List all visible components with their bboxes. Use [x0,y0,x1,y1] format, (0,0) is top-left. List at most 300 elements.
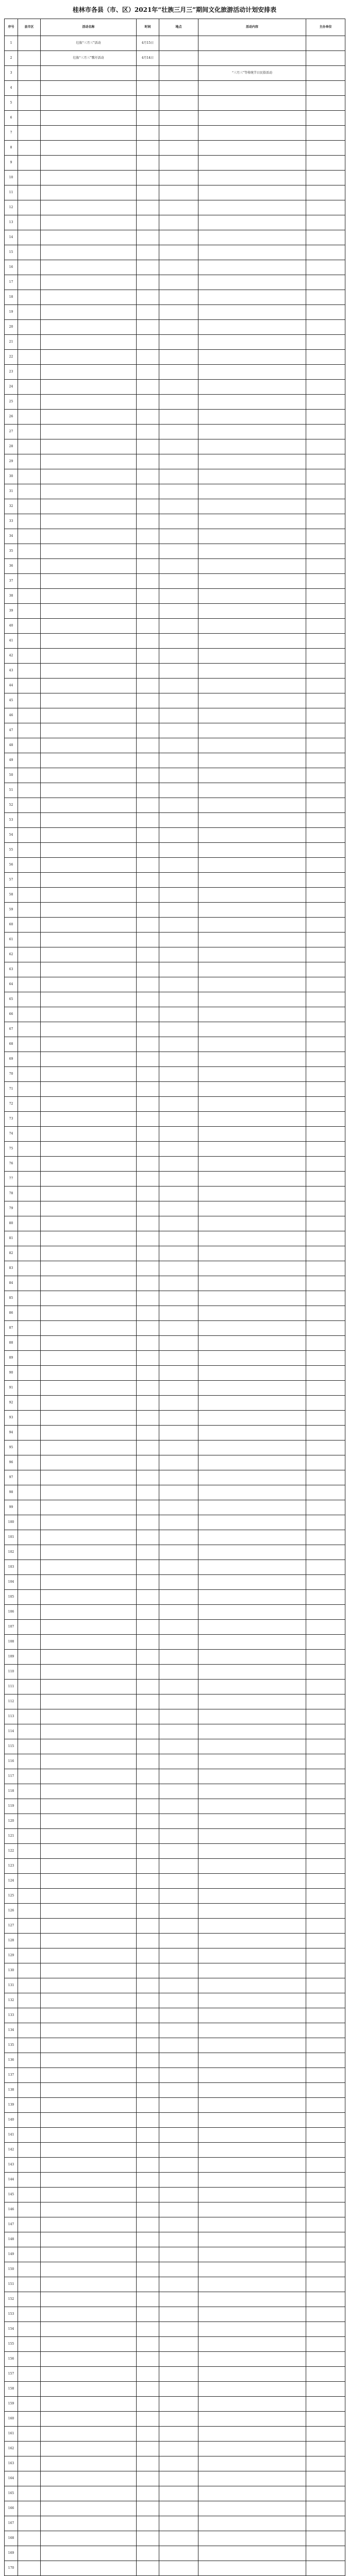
cell-no: 129 [5,1948,18,1963]
cell-activity-name [41,1993,137,2008]
cell-activity-name [41,499,137,514]
cell-county [18,1694,41,1709]
cell-place [159,1948,198,1963]
cell-activity-name [41,634,137,649]
cell-place [159,529,198,544]
cell-time [137,1336,159,1351]
table-row [5,529,345,544]
cell-county [18,679,41,693]
cell-no: 110 [5,1665,18,1680]
table-row [5,2113,345,2128]
cell-content [198,2113,306,2128]
cell-activity-name [41,290,137,305]
cell-place [159,484,198,499]
cell-place [159,215,198,230]
table-row [5,559,345,574]
cell-no: 160 [5,2412,18,2427]
cell-time [137,1605,159,1620]
cell-no: 124 [5,1874,18,1889]
cell-host [306,1904,345,1919]
cell-activity-name [41,410,137,425]
table-row [5,1261,345,1276]
cell-place [159,873,198,888]
cell-content [198,2202,306,2217]
cell-activity-name [41,1127,137,1142]
cell-activity-name [41,275,137,290]
table-row [5,36,345,51]
cell-time [137,1680,159,1694]
cell-time [137,1515,159,1530]
cell-host [306,2471,345,2486]
cell-no: 142 [5,2143,18,2158]
cell-activity-name [41,200,137,215]
table-row [5,1754,345,1769]
cell-time [137,1694,159,1709]
cell-no: 28 [5,439,18,454]
cell-host [306,2516,345,2531]
cell-activity-name [41,1351,137,1366]
cell-place [159,2352,198,2367]
cell-host [306,2217,345,2232]
cell-content [198,1784,306,1799]
cell-content [198,2188,306,2202]
cell-no: 163 [5,2456,18,2471]
cell-activity-name [41,1635,137,1650]
cell-no: 150 [5,2262,18,2277]
cell-place [159,664,198,679]
cell-activity-name [41,2442,137,2456]
table-row [5,96,345,111]
cell-place [159,350,198,365]
cell-activity-name [41,1814,137,1829]
cell-content [198,1351,306,1366]
cell-county [18,1680,41,1694]
cell-place [159,2367,198,2382]
cell-host [306,1007,345,1022]
table-row [5,918,345,933]
cell-time [137,918,159,933]
table-row [5,544,345,559]
cell-time [137,1470,159,1485]
cell-content [198,1381,306,1396]
cell-place [159,454,198,469]
cell-content [198,320,306,335]
cell-place [159,1784,198,1799]
cell-activity-name [41,320,137,335]
cell-time [137,380,159,395]
cell-host [306,66,345,81]
cell-host [306,828,345,843]
cell-activity-name [41,2098,137,2113]
cell-place [159,156,198,171]
cell-no: 30 [5,469,18,484]
table-row [5,1963,345,1978]
table-row [5,1216,345,1231]
table-row [5,1351,345,1366]
cell-activity-name [41,888,137,903]
cell-place [159,604,198,619]
cell-place [159,1500,198,1515]
table-row [5,171,345,185]
cell-activity-name [41,1082,137,1097]
cell-county [18,365,41,380]
cell-county [18,454,41,469]
table-row [5,2516,345,2531]
cell-host [306,1455,345,1470]
cell-host [306,2382,345,2397]
cell-activity-name [41,2322,137,2337]
cell-no: 11 [5,185,18,200]
table-row [5,753,345,768]
cell-place [159,469,198,484]
cell-no: 100 [5,1515,18,1530]
cell-activity-name [41,1560,137,1575]
cell-host [306,425,345,439]
cell-time [137,1948,159,1963]
cell-activity-name [41,843,137,858]
cell-county [18,2322,41,2337]
cell-activity-name [41,1052,137,1067]
cell-host [306,1321,345,1336]
cell-place [159,1142,198,1157]
cell-county [18,350,41,365]
cell-content [198,1874,306,1889]
cell-host [306,1112,345,1127]
cell-place [159,2322,198,2337]
table-row [5,2412,345,2427]
table-row [5,604,345,619]
cell-county [18,828,41,843]
cell-county [18,723,41,738]
table-row [5,783,345,798]
cell-host [306,2561,345,2576]
cell-host [306,380,345,395]
cell-county [18,1500,41,1515]
cell-host [306,798,345,813]
cell-no: 128 [5,1934,18,1948]
cell-activity-name [41,1934,137,1948]
cell-content [198,619,306,634]
cell-place [159,275,198,290]
cell-place [159,634,198,649]
cell-place [159,2262,198,2277]
cell-activity-name [41,2143,137,2158]
cell-county [18,1187,41,1201]
cell-county [18,619,41,634]
cell-time [137,574,159,589]
cell-county [18,2516,41,2531]
cell-no: 25 [5,395,18,410]
table-row [5,1709,345,1724]
cell-content [198,1889,306,1904]
cell-county [18,1097,41,1112]
cell-time [137,2456,159,2471]
cell-place [159,2083,198,2098]
cell-no: 49 [5,753,18,768]
cell-host [306,1590,345,1605]
cell-no: 26 [5,410,18,425]
cell-time [137,1381,159,1396]
cell-place [159,96,198,111]
cell-activity-name [41,619,137,634]
cell-time [137,1127,159,1142]
cell-content [198,843,306,858]
cell-time [137,1022,159,1037]
cell-host [306,873,345,888]
cell-no: 116 [5,1754,18,1769]
cell-county [18,290,41,305]
cell-host [306,2083,345,2098]
cell-host [306,2247,345,2262]
table-row [5,2471,345,2486]
cell-time [137,2546,159,2561]
cell-content [198,1037,306,1052]
cell-county [18,395,41,410]
cell-place [159,708,198,723]
cell-no: 12 [5,200,18,215]
table-row [5,723,345,738]
cell-activity-name [41,962,137,977]
cell-activity-name [41,589,137,604]
cell-county [18,1022,41,1037]
table-row [5,2158,345,2173]
cell-time [137,2008,159,2023]
cell-content [198,1022,306,1037]
cell-host [306,1172,345,1187]
cell-time [137,1216,159,1231]
cell-no: 17 [5,275,18,290]
cell-county [18,1799,41,1814]
cell-time [137,2531,159,2546]
cell-host [306,544,345,559]
table-row [5,1336,345,1351]
cell-county [18,2382,41,2397]
cell-time [137,1455,159,1470]
cell-activity-name [41,1919,137,1934]
cell-county [18,2442,41,2456]
cell-content [198,1739,306,1754]
cell-no: 152 [5,2292,18,2307]
cell-place [159,753,198,768]
cell-no: 79 [5,1201,18,1216]
cell-time [137,1993,159,2008]
cell-host [306,1485,345,1500]
cell-county [18,1411,41,1426]
cell-content [198,1978,306,1993]
cell-place [159,2113,198,2128]
cell-host [306,111,345,126]
cell-time [137,514,159,529]
cell-content [198,200,306,215]
cell-place [159,1426,198,1440]
cell-place [159,230,198,245]
cell-host [306,260,345,275]
table-row [5,813,345,828]
cell-county [18,1650,41,1665]
cell-time [137,1874,159,1889]
cell-activity-name [41,126,137,141]
cell-host [306,1157,345,1172]
cell-place [159,2442,198,2456]
cell-content [198,2412,306,2427]
cell-county [18,1993,41,2008]
cell-time: 4月15日 [137,36,159,51]
cell-time [137,619,159,634]
cell-content [198,2501,306,2516]
cell-activity-name [41,514,137,529]
table-row [5,1097,345,1112]
cell-content [198,1635,306,1650]
cell-content [198,1694,306,1709]
cell-county [18,1635,41,1650]
cell-content [198,245,306,260]
cell-content [198,1187,306,1201]
cell-content [198,1650,306,1665]
cell-time [137,1261,159,1276]
cell-county [18,903,41,918]
cell-county [18,66,41,81]
cell-time [137,1635,159,1650]
table-row [5,514,345,529]
cell-no: 127 [5,1919,18,1934]
cell-county [18,1366,41,1381]
cell-place [159,1112,198,1127]
cell-content [198,1112,306,1127]
cell-activity-name [41,1291,137,1306]
cell-county [18,156,41,171]
cell-content [198,2456,306,2471]
cell-time [137,2337,159,2352]
cell-no: 93 [5,1411,18,1426]
cell-no: 140 [5,2113,18,2128]
cell-county [18,1172,41,1187]
cell-no: 1 [5,36,18,51]
cell-time [137,1187,159,1201]
table-row [5,1470,345,1485]
cell-activity-name [41,156,137,171]
table-row [5,2038,345,2053]
cell-host [306,1709,345,1724]
cell-time [137,2367,159,2382]
cell-content [198,1097,306,1112]
cell-county [18,1201,41,1216]
cell-time [137,1485,159,1500]
cell-host [306,992,345,1007]
cell-host [306,2531,345,2546]
cell-time [137,1007,159,1022]
cell-activity-name [41,1859,137,1874]
cell-content [198,1261,306,1276]
cell-place [159,1590,198,1605]
cell-host [306,783,345,798]
cell-content [198,275,306,290]
cell-content [198,1426,306,1440]
cell-time [137,2352,159,2367]
cell-place [159,589,198,604]
cell-county [18,2456,41,2471]
cell-no: 66 [5,1007,18,1022]
table-row [5,2382,345,2397]
cell-place [159,1530,198,1545]
cell-county [18,933,41,947]
cell-activity-name [41,1440,137,1455]
cell-place [159,185,198,200]
cell-place [159,798,198,813]
cell-time [137,66,159,81]
cell-content [198,1500,306,1515]
cell-no: 65 [5,992,18,1007]
cell-content [198,2516,306,2531]
cell-activity-name [41,1650,137,1665]
cell-no: 98 [5,1485,18,1500]
cell-no: 122 [5,1844,18,1859]
cell-no: 106 [5,1605,18,1620]
cell-place [159,1724,198,1739]
cell-host [306,2173,345,2188]
cell-county [18,1665,41,1680]
cell-host [306,171,345,185]
cell-place [159,619,198,634]
cell-no: 15 [5,245,18,260]
cell-activity-name [41,1963,137,1978]
cell-time [137,141,159,156]
cell-no: 60 [5,918,18,933]
table-row [5,1157,345,1172]
cell-no: 5 [5,96,18,111]
cell-county [18,544,41,559]
cell-county [18,2367,41,2382]
cell-content [198,2337,306,2352]
cell-content [198,2217,306,2232]
cell-activity-name [41,469,137,484]
table-row [5,245,345,260]
cell-county [18,1485,41,1500]
cell-time [137,1934,159,1948]
cell-activity-name [41,1515,137,1530]
cell-host [306,2277,345,2292]
cell-activity-name [41,1784,137,1799]
cell-host [306,1919,345,1934]
cell-activity-name [41,2083,137,2098]
cell-place [159,992,198,1007]
cell-place [159,1470,198,1485]
cell-activity-name [41,1948,137,1963]
table-row [5,1859,345,1874]
table-row [5,1769,345,1784]
cell-no: 97 [5,1470,18,1485]
cell-host [306,2427,345,2442]
cell-host [306,2367,345,2382]
cell-no: 56 [5,858,18,873]
cell-host [306,679,345,693]
table-row [5,1127,345,1142]
cell-activity-name [41,933,137,947]
cell-activity-name [41,1172,137,1187]
cell-county [18,1470,41,1485]
cell-host [306,2292,345,2307]
cell-place [159,559,198,574]
cell-place [159,111,198,126]
table-row [5,1590,345,1605]
cell-activity-name [41,738,137,753]
table-row [5,2128,345,2143]
cell-time [137,903,159,918]
cell-county [18,888,41,903]
table-row [5,1904,345,1919]
cell-host [306,918,345,933]
cell-content [198,185,306,200]
cell-content [198,1829,306,1844]
